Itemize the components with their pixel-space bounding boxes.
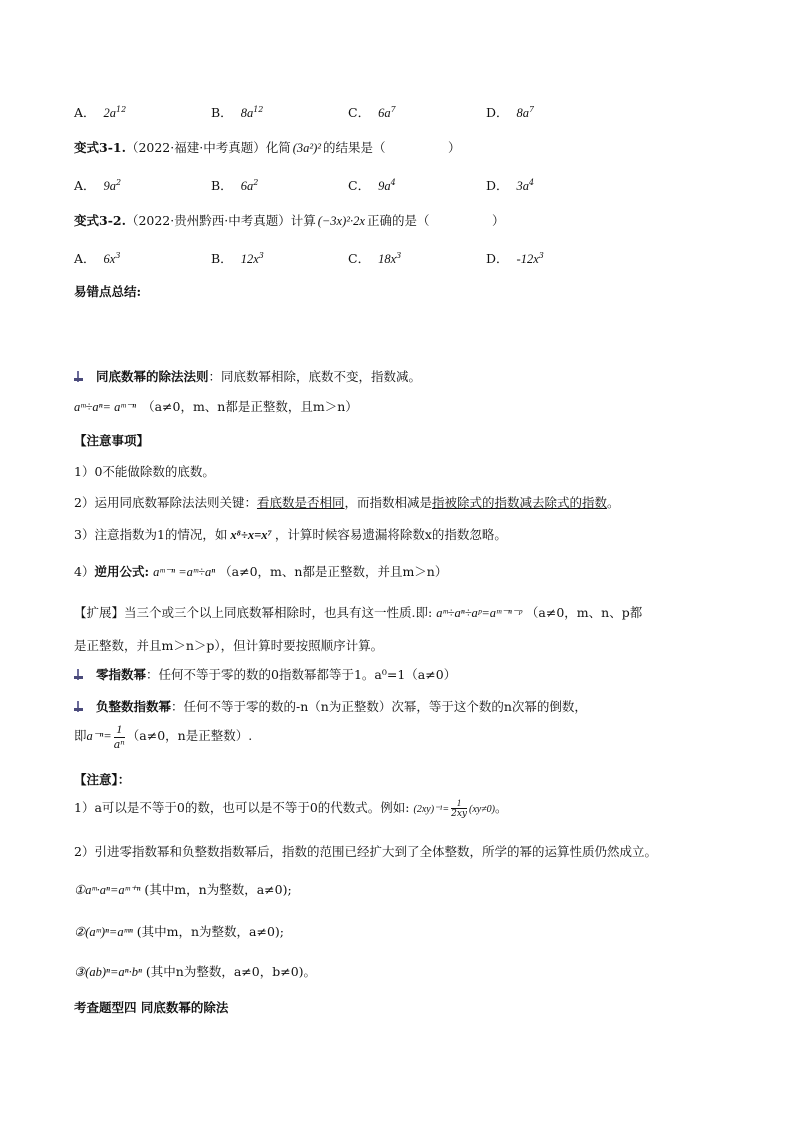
extension-line-1: 【扩展】当三个或三个以上同底数幂相除时，也具有这一性质.即: aᵐ÷aⁿ÷aᵖ=aᵐ⁻ⁿ⁻ᵖ （a≠0，m、n、p都: [74, 605, 643, 620]
question-v3-1: [74, 138, 461, 156]
option-b: B． $8a^{12}$: [211, 104, 264, 120]
question-tail: 正确的是（ ）: [366, 213, 505, 228]
property-2: ②(aᵐ)ⁿ=aᵐⁿ (其中m，n为整数，a≠0);: [74, 924, 285, 939]
option-c: C． $9a^4$: [348, 177, 396, 193]
question-source: （2022·福建·中考真题）化简: [125, 140, 291, 155]
option-a: A． $9a^2$: [74, 177, 122, 193]
error-summary-heading: 易错点总结:: [74, 284, 142, 299]
prev-options: [74, 103, 674, 121]
extension-line-2: 是正整数，并且m＞n＞p），但计算时要按照顺序计算。: [74, 638, 384, 653]
division-formula-line: [74, 397, 358, 415]
option-a: A． $6x^3$: [74, 250, 121, 266]
option-b: B． $6a^2$: [211, 177, 259, 193]
negative-exponent-formula: 即a⁻ⁿ= $\frac{1}{\text{aⁿ}}$ （a≠0，n是正整数）.: [74, 722, 253, 751]
bullet-icon: [74, 669, 84, 680]
option-a: A． $2a^{12}$: [74, 104, 127, 120]
division-rule: [74, 367, 421, 385]
property-1: ①aᵐ·aⁿ=aᵐ⁺ⁿ (其中m，n为整数，a≠0);: [74, 882, 292, 897]
question-source: （2022·贵州黔西·中考真题）计算: [125, 213, 316, 228]
question-label: 变式3-1.: [74, 140, 126, 155]
v31-options: [74, 176, 674, 194]
attention-heading: 【注意】：: [74, 772, 131, 787]
division-rule-text: ：同底数幂相除，底数不变，指数减。: [208, 369, 422, 384]
question-tail: 的结果是（ ）: [323, 140, 461, 155]
question-expr: (3a²)²: [292, 141, 322, 155]
note-2: 2）运用同底数幂除法法则关键：看底数是否相同，而指数相减是指被除式的指数减去除式的指数。: [74, 495, 620, 510]
option-d: D． $3a^4$: [486, 177, 535, 193]
v32-options: [74, 249, 674, 267]
option-c: C． $6a^7$: [348, 104, 396, 120]
division-formula: aᵐ÷aⁿ= aᵐ⁻ⁿ: [74, 400, 137, 414]
negative-exponent: 负整数指数幂：任何不等于零的数的-n（n为正整数）次幂，等于这个数的n次幂的倒数，: [74, 697, 587, 715]
option-c: C． $18x^3$: [348, 250, 402, 266]
option-b: B． $12x^3$: [211, 250, 264, 266]
division-rule-title: 同底数幂的除法法则: [96, 369, 209, 384]
note-4: 4）逆用公式: aᵐ⁻ⁿ =aᵐ÷aⁿ （a≠0，m、n都是正整数，并且m＞n）: [74, 564, 448, 579]
zero-exponent: 零指数幂：任何不等于零的数的0指数幂都等于1。a⁰=1（a≠0）: [74, 665, 456, 683]
question-label: 变式3-2.: [74, 213, 126, 228]
division-condition: （a≠0，m、n都是正整数，且m＞n）: [142, 399, 358, 414]
fraction: $\frac{1}{2xy}$: [451, 798, 467, 819]
bullet-icon: [74, 371, 84, 382]
note-3: 3）注意指数为1的情况，如 x⁸÷x=x⁷ ，计算时候容易遗漏将除数x的指数忽略。: [74, 527, 507, 542]
fraction: $\frac{1}{\text{aⁿ}}$: [113, 722, 125, 751]
attention-1: 1）a可以是不等于0的数，也可以是不等于0的代数式。例如: (2xy)⁻¹= $\frac{1}{2xy}$ (xy≠0)。: [74, 798, 508, 819]
question-expr: (−3x)²·2x: [317, 214, 365, 228]
note-1: 1）0不能做除数的底数。: [74, 464, 215, 479]
property-3: ③(ab)ⁿ=aⁿ·bⁿ (其中n为整数，a≠0，b≠0)。: [74, 964, 317, 979]
option-d: D． $-12x^3$: [486, 250, 544, 266]
question-v3-2: [74, 211, 504, 229]
attention-2: 2）引进零指数幂和负整数指数幂后，指数的范围已经扩大到了全体整数，所学的幂的运算性质仍然成立。: [74, 844, 657, 859]
type-4-heading: 考查题型四 同底数幂的除法: [74, 1000, 229, 1015]
bullet-icon: [74, 701, 84, 712]
notes-heading: 【注意事项】: [74, 433, 150, 448]
option-d: D． $8a^7$: [486, 104, 535, 120]
